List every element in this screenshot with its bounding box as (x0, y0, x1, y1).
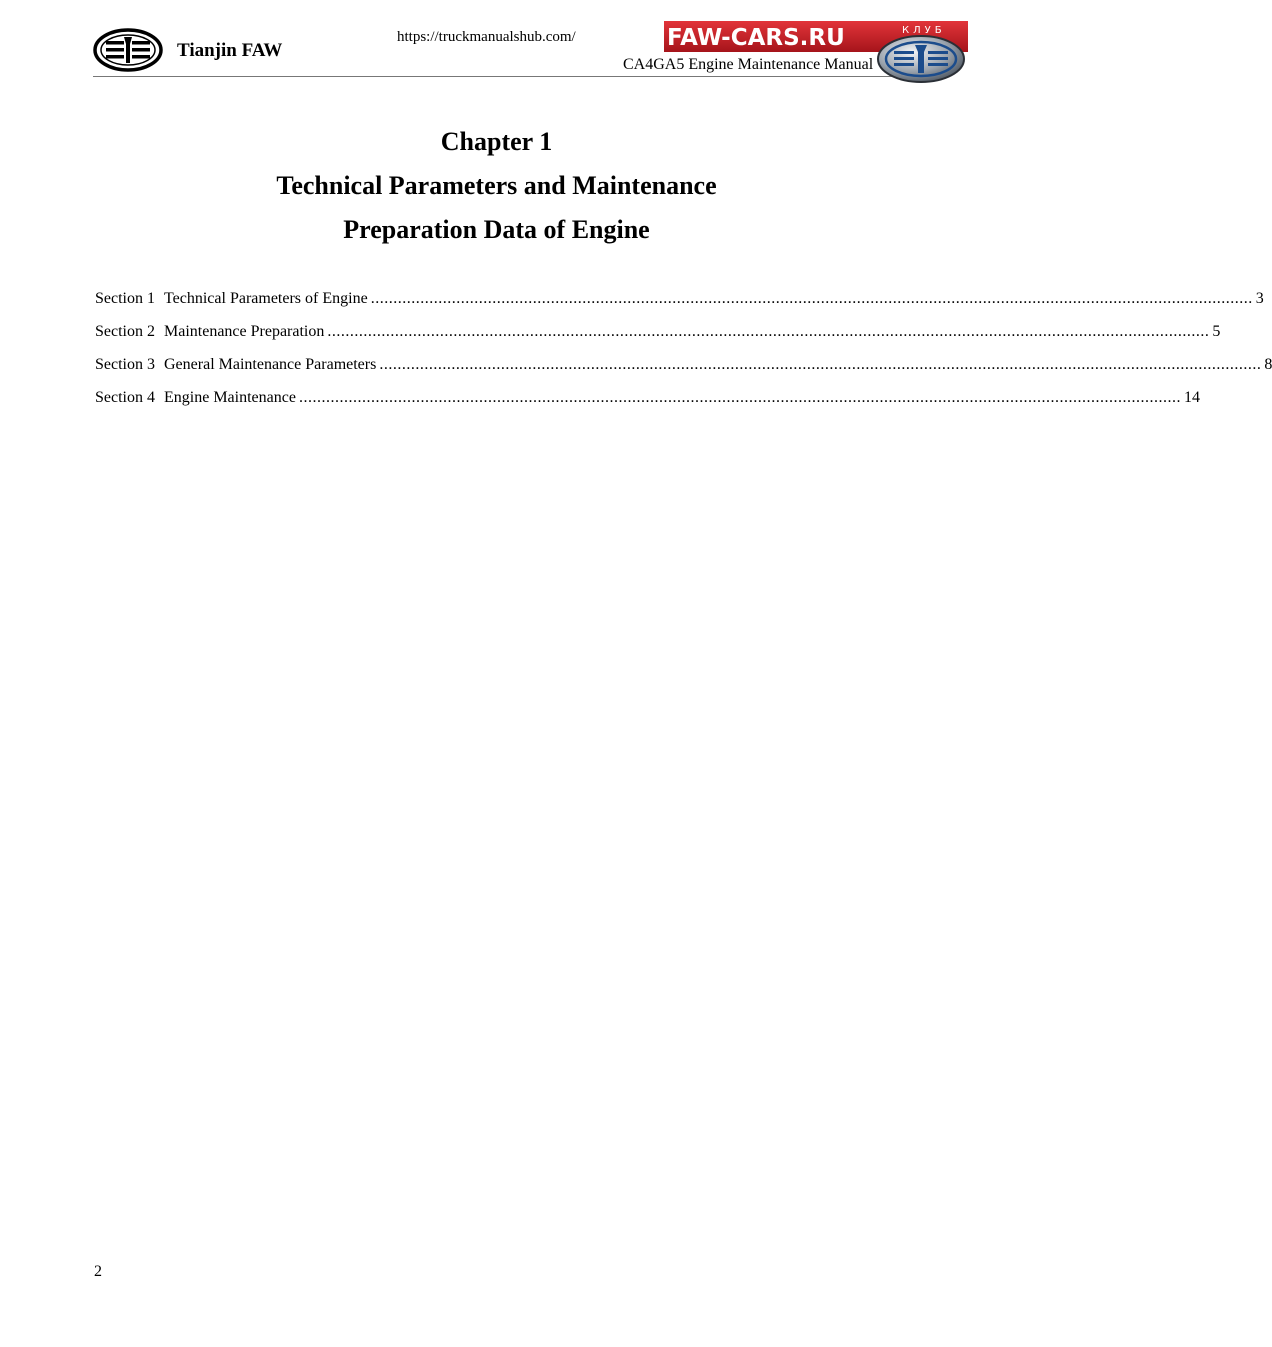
chapter-title: Chapter 1 (440, 127, 553, 156)
toc-entry[interactable] (95, 323, 1221, 356)
toc-section-number: Section 1 (95, 290, 155, 307)
faw-logo-icon (93, 28, 163, 72)
toc-leader-dots: .................................................................................................................................................................................................... (327, 323, 1210, 340)
toc-section-number: Section 4 (95, 389, 155, 406)
toc-page-number: 3 (1255, 290, 1264, 307)
toc-section-title: Technical Parameters of Engine (164, 290, 368, 307)
chapter-subtitle-line-2: Preparation Data of Engine (343, 215, 650, 244)
toc-section-title: General Maintenance Parameters (164, 356, 377, 373)
svg-text:FAW-CARS.RU: FAW-CARS.RU (667, 25, 845, 51)
toc-section-title: Engine Maintenance (164, 389, 296, 406)
faw-cars-banner-logo (664, 21, 968, 84)
toc-page-number: 8 (1264, 356, 1272, 373)
toc-entry[interactable] (95, 290, 1264, 323)
toc-leader-dots: .................................................................................................................................................................................................... (370, 290, 1253, 307)
toc-leader-dots: .................................................................................................................................................................................................... (298, 389, 1181, 406)
svg-text:КЛУБ: КЛУБ (902, 25, 946, 36)
page-number: 2 (94, 1263, 102, 1280)
toc-page-number: 5 (1212, 323, 1221, 340)
toc-entry[interactable] (95, 389, 1200, 422)
toc-entry[interactable] (95, 356, 1272, 389)
toc-section-number: Section 3 (95, 356, 155, 373)
source-url[interactable]: https://truckmanualshub.com/ (397, 29, 576, 45)
page-header (0, 0, 993, 90)
brand-name: Tianjin FAW (177, 40, 283, 61)
chapter-subtitle-line-1: Technical Parameters and Maintenance (276, 171, 717, 200)
manual-title: CA4GA5 Engine Maintenance Manual (623, 56, 874, 73)
table-of-contents (95, 290, 1272, 422)
toc-section-title: Maintenance Preparation (164, 323, 325, 340)
toc-leader-dots: .................................................................................................................................................................................................... (379, 356, 1262, 373)
toc-section-number: Section 2 (95, 323, 155, 340)
toc-page-number: 14 (1183, 389, 1200, 406)
